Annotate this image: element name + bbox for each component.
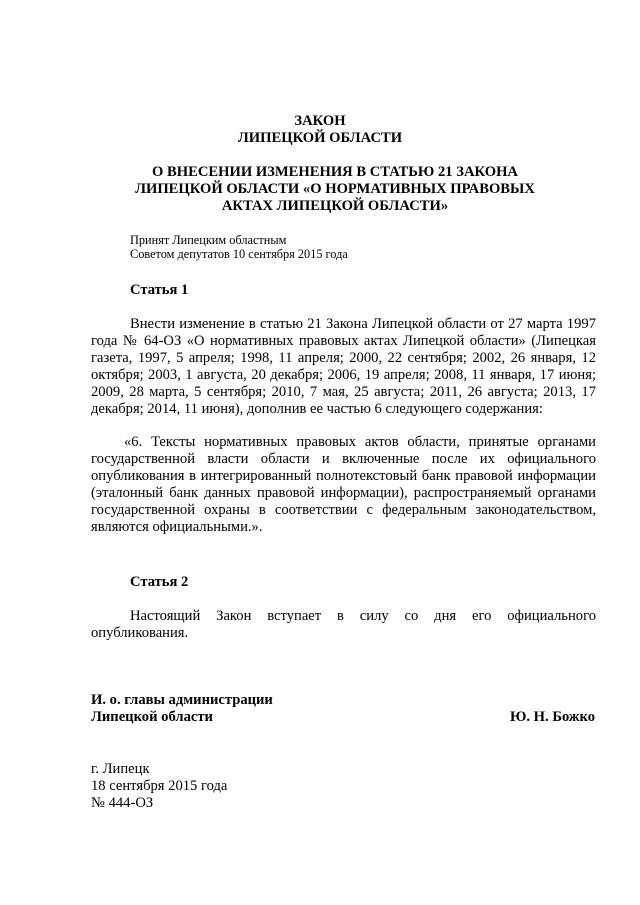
law-label: ЗАКОН	[294, 113, 346, 129]
footer-number: № 444-ОЗ	[91, 795, 154, 811]
adopted-line-1: Принят Липецким областным	[130, 233, 287, 247]
article-2-paragraph: Настоящий Закон вступает в силу со дня его официального опубликования.	[91, 608, 596, 641]
signatory-name: Ю. Н. Божко	[509, 709, 595, 725]
law-title-line-3: АКТАХ ЛИПЕЦКОЙ ОБЛАСТИ»	[221, 198, 449, 214]
law-title-line-2: ЛИПЕЦКОЙ ОБЛАСТИ «О НОРМАТИВНЫХ ПРАВОВЫХ	[135, 181, 535, 197]
article-1-quote: «6. Тексты нормативных правовых актов области, принятые органами государственной власти области и включенные после их официального опубликования в интегрированный полнотекстовый банк правовой информации (эталонный банк данных правовой информации), распространяемый органами государственной охраны в соответствии с федеральным законодательством, являются официальными.».	[91, 434, 596, 535]
article-1-heading: Статья 1	[130, 282, 189, 298]
adopted-line-2: Советом депутатов 10 сентября 2015 года	[130, 247, 348, 261]
signatory-position-line-1: И. о. главы администрации	[91, 692, 273, 708]
region-label: ЛИПЕЦКОЙ ОБЛАСТИ	[237, 130, 403, 146]
article-1-paragraph: Внести изменение в статью 21 Закона Липецкой области от 27 марта 1997 года № 64-ОЗ «О нормативных правовых актах Липецкой области» (Липецкая газета, 1997, 5 апреля; 1998, 11 апреля; 2000, 22 сентября; 2002, 26 января, 12 октября; 2003, 1 августа, 20 декабря; 2006, 19 апреля; 2008, 11 января, 17 июня; 2009, 28 марта, 5 сентября; 2010, 7 мая, 25 августа; 2011, 26 августа; 2013, 17 декабря; 2014, 11 июня), дополнив ее частью 6 следующего содержания:	[91, 316, 596, 417]
law-title-line-1: О ВНЕСЕНИИ ИЗМЕНЕНИЯ В СТАТЬЮ 21 ЗАКОНА	[152, 164, 518, 180]
footer-city: г. Липецк	[91, 761, 150, 777]
article-2-heading: Статья 2	[130, 574, 189, 590]
footer-date: 18 сентября 2015 года	[91, 778, 228, 794]
signatory-position-line-2: Липецкой области	[91, 709, 213, 725]
